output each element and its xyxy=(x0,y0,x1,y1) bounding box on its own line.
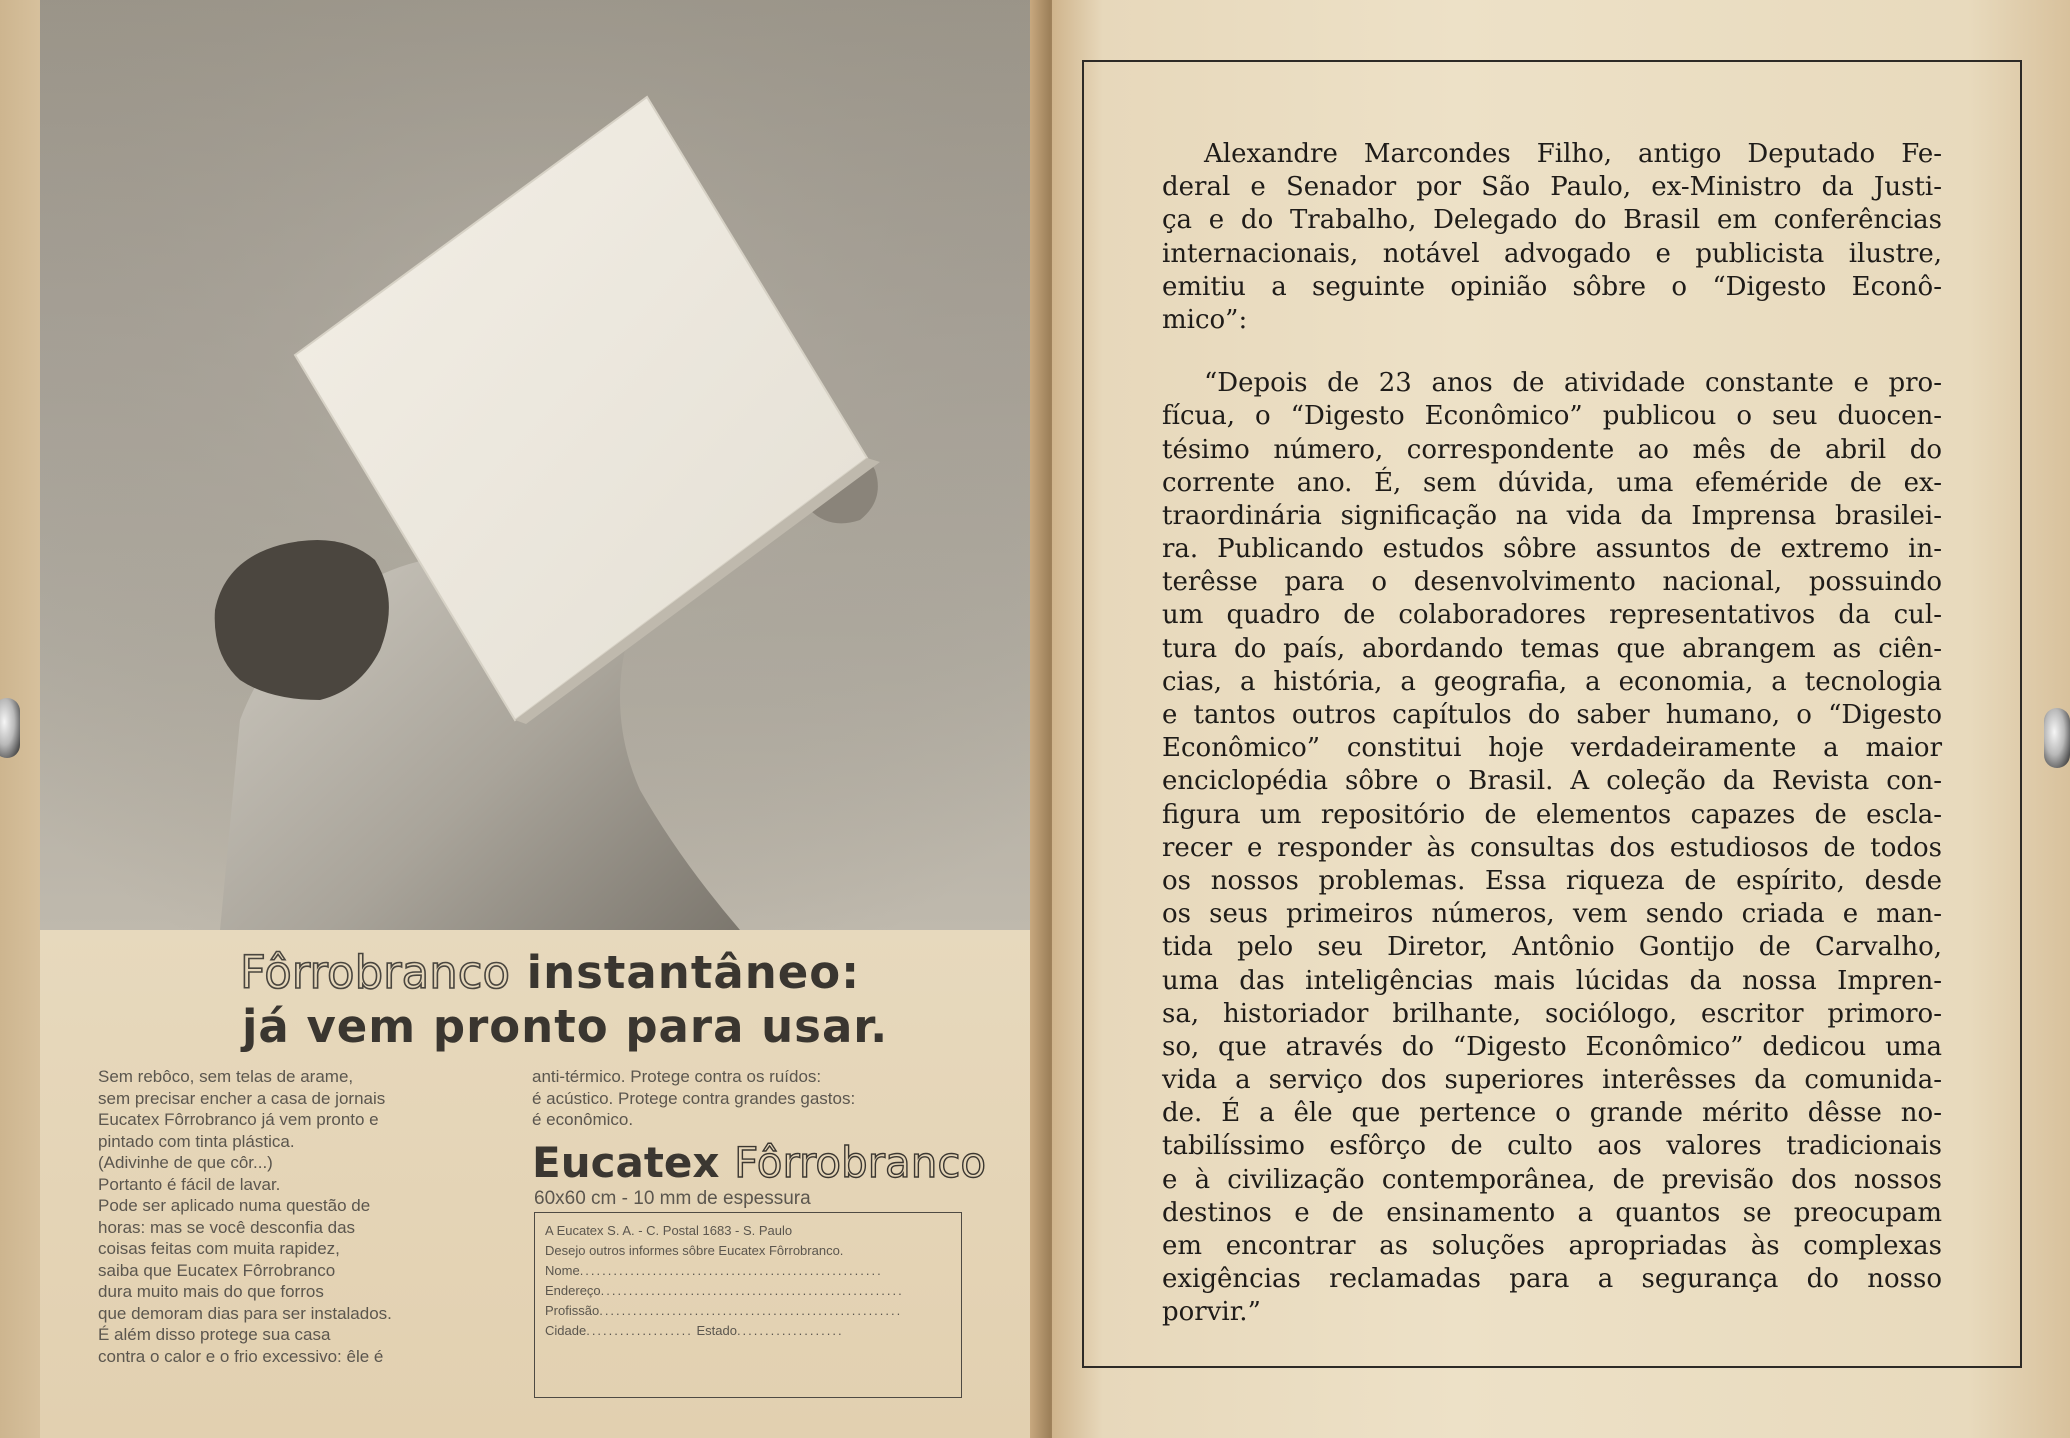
ad-body-line: anti-térmico. Protege contra os ruídos: xyxy=(532,1067,822,1086)
ad-body-line: pintado com tinta plástica. xyxy=(98,1131,295,1151)
paragraph-quote xyxy=(1162,367,1942,1329)
ad-body-line: (Adivinhe de que côr...) xyxy=(98,1153,273,1172)
article-line: exigências reclamadas para a segurança do nosso xyxy=(1162,1264,1942,1295)
binding-staple-right xyxy=(2044,708,2070,768)
article-line: em encontrar as soluções apropriadas às complexas xyxy=(1162,1231,1942,1261)
coupon-label: Estado xyxy=(696,1323,737,1338)
text-border-frame xyxy=(1082,60,2022,1368)
coupon-field-name[interactable] xyxy=(545,1261,951,1281)
article-line: um quadro de colaboradores representativos da cul- xyxy=(1162,600,1942,631)
article-line: terêsse para o desenvolvimento nacional, possuindo xyxy=(1162,567,1942,598)
coupon-label: Cidade xyxy=(545,1323,587,1338)
ad-body-line: Portanto é fácil de lavar. xyxy=(98,1174,281,1194)
coupon-dots: ...................................................... xyxy=(599,1303,903,1318)
ad-body-line: sem precisar encher a casa de jornais xyxy=(98,1088,386,1108)
ad-body-line: é acústico. Protege contra grandes gastos: xyxy=(532,1088,856,1108)
article-line: corrente ano. É, sem dúvida, uma efeméride de ex- xyxy=(1162,467,1942,498)
article-line: deral e Senador por São Paulo, ex-Ministro da Justi- xyxy=(1162,172,1942,203)
paragraph-intro xyxy=(1162,138,1942,337)
article-line: mico”: xyxy=(1162,304,1248,335)
ad-body-line: é econômico. xyxy=(532,1110,634,1129)
ad-copy-area xyxy=(40,930,1030,1438)
ad-body-line: É além disso protege sua casa xyxy=(98,1325,331,1344)
article-line: de. É a êle que pertence o grande mérito dêsse no- xyxy=(1162,1098,1942,1129)
ad-body-line: horas: mas se você desconfia das xyxy=(98,1217,356,1237)
ad-body-line: dura muito mais do que forros xyxy=(98,1282,324,1301)
article-line: os nossos problemas. Essa riqueza de espírito, desde xyxy=(1162,865,1942,896)
ad-body-line: Pode ser aplicado numa questão de xyxy=(98,1196,371,1215)
headline-brand-outline: Fôrrobranco xyxy=(240,946,510,999)
ad-body-line: Sem rebôco, sem telas de arame, xyxy=(98,1067,354,1086)
article-line: destinos e de ensinamento a quantos se preocupam xyxy=(1162,1197,1942,1228)
article-line: Econômico” constitui hoje verdadeiramente a maior xyxy=(1162,733,1942,764)
coupon-label: Profissão xyxy=(545,1303,600,1318)
coupon-field-city-state[interactable] xyxy=(545,1321,951,1341)
ad-body-line: saiba que Eucatex Fôrrobranco xyxy=(98,1260,336,1280)
article-line: emitiu a seguinte opinião sôbre o “Digesto Econô- xyxy=(1162,271,1942,302)
photo-illustration xyxy=(40,0,1030,930)
article-body xyxy=(1162,138,1942,1330)
ad-photo-man-holding-ceiling-panel xyxy=(40,0,1030,930)
article-line: enciclopédia sôbre o Brasil. A coleção da Revista con- xyxy=(1162,766,1942,797)
ad-body-right-column xyxy=(532,1066,855,1131)
article-line: e tantos outros capítulos do saber humano, o “Digesto xyxy=(1162,700,1942,730)
article-line: e à civilização contemporânea, de previsão dos nossos xyxy=(1162,1164,1942,1195)
ad-body-line: Eucatex Fôrrobranco já vem pronto e xyxy=(98,1110,379,1129)
article-line: porvir.” xyxy=(1162,1297,1261,1328)
brand-bold-name: Eucatex xyxy=(532,1138,720,1187)
ad-headline-line1 xyxy=(240,946,1050,999)
ad-body-left-column xyxy=(98,1066,392,1367)
text-page xyxy=(1052,0,2070,1438)
article-line: uma das inteligências mais lúcidas da nossa Impren- xyxy=(1162,965,1942,996)
article-line: Alexandre Marcondes Filho, antigo Deputado Fe- xyxy=(1204,139,1942,169)
coupon-label: Endereço xyxy=(545,1283,601,1298)
article-line: tésimo número, correspondente ao mês de abril do xyxy=(1162,434,1942,465)
article-line: so, que através do “Digesto Econômico” dedicou uma xyxy=(1162,1031,1942,1062)
coupon-dots: ...................................................... xyxy=(579,1263,883,1278)
article-line: recer e responder às consultas dos estudiosos de todos xyxy=(1162,832,1942,863)
coupon-dots: ................... xyxy=(586,1323,693,1338)
brand-outline-name: Fôrrobranco xyxy=(734,1138,987,1187)
coupon-field-address[interactable] xyxy=(545,1281,951,1301)
article-line: cias, a história, a geografia, a economia, a tecnologia xyxy=(1162,666,1942,697)
coupon-dots: ................... xyxy=(736,1323,844,1338)
article-line: os seus primeiros números, vem sendo criada e man- xyxy=(1162,899,1942,930)
coupon-request: Desejo outros informes sôbre Eucatex Fôrrobranco. xyxy=(545,1243,844,1258)
article-line: fícua, o “Digesto Econômico” publicou o seu duocen- xyxy=(1162,401,1942,432)
article-line: “Depois de 23 anos de atividade constante e pro- xyxy=(1204,368,1942,399)
headline-bold-word: instantâneo: xyxy=(526,946,861,999)
ad-product-spec: 60x60 cm - 10 mm de espessura xyxy=(534,1188,811,1209)
ad-headline-line2: já vem pronto para usar. xyxy=(242,1000,889,1053)
article-line: tabilíssimo esfôrço de culto aos valores tradicionais xyxy=(1162,1131,1942,1162)
coupon-address: A Eucatex S. A. - C. Postal 1683 - S. Paulo xyxy=(545,1223,793,1238)
ad-body-line: que demoram dias para ser instalados. xyxy=(98,1303,392,1323)
binding-staple-left xyxy=(0,698,20,758)
ad-brand-logo xyxy=(532,1138,986,1187)
coupon-label: Nome xyxy=(545,1263,580,1278)
article-line: traordinária significação na vida da Imprensa brasilei- xyxy=(1162,500,1942,531)
coupon-dots: ...................................................... xyxy=(600,1283,904,1298)
ad-order-coupon xyxy=(534,1212,962,1398)
article-line: vida a serviço dos superiores interêsses da comunida- xyxy=(1162,1065,1942,1096)
article-line: ça e do Trabalho, Delegado do Brasil em conferências xyxy=(1162,205,1942,236)
ad-body-line: coisas feitas com muita rapidez, xyxy=(98,1239,340,1258)
article-line: tida pelo seu Diretor, Antônio Gontijo de Carvalho, xyxy=(1162,932,1942,963)
article-line: tura do país, abordando temas que abrangem as ciên- xyxy=(1162,633,1942,664)
article-line: sa, historiador brilhante, sociólogo, escritor primoro- xyxy=(1162,998,1942,1029)
article-line: figura um repositório de elementos capazes de escla- xyxy=(1162,799,1942,830)
ad-body-line: contra o calor e o frio excessivo: êle é xyxy=(98,1346,384,1366)
coupon-field-profession[interactable] xyxy=(545,1301,951,1321)
article-line: internacionais, notável advogado e publicista ilustre, xyxy=(1162,238,1942,269)
article-line: ra. Publicando estudos sôbre assuntos de extremo in- xyxy=(1162,534,1942,565)
